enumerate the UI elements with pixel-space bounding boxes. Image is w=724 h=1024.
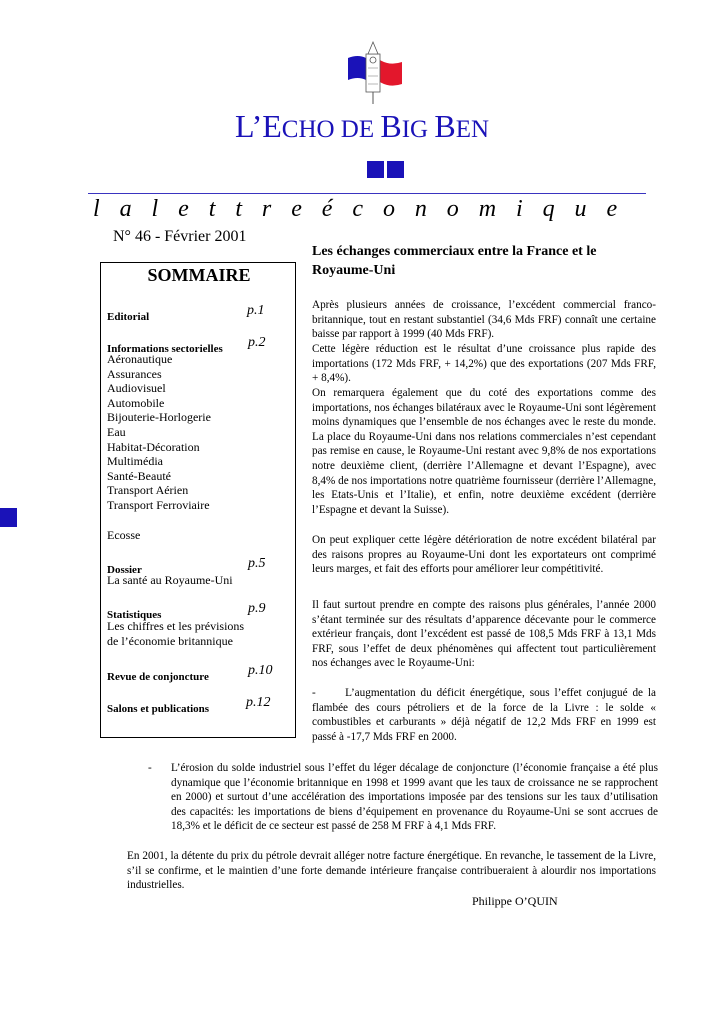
masthead-squares [367,161,407,179]
toc-statistiques-label: Statistiques [107,609,162,621]
masthead-title: L’ECHO DE BIG BEN [234,108,490,144]
toc-editorial-label: Editorial [107,311,150,323]
toc-informations-items [107,352,287,513]
toc-salons-page: p.12 [246,695,271,710]
toc-editorial[interactable] [107,303,287,325]
toc-item: Audiovisuel [107,381,166,396]
toc-item: Assurances [107,366,162,381]
toc-statistiques-page: p.9 [248,601,266,616]
toc-ecosse: Ecosse [107,528,141,542]
article-paragraph: On remarquera également que du coté des exportations comme des importations, nos échanges bilatéraux avec le Royaume-Uni sont légèrement moins dynamiques que l’ensemble de nos échanges avec le reste du monde. La place du Royaume-Uni dans nos relations commerciales n’est cependant pas remise en cause, le Royaume-Uni restant avec 9,8% de nos exportations notre deuxième client, (derrière l’Allemagne et devant l’Espagne), avec 8,4% de nos importations notre quatrième fournisseur (derrière l’Allemagne, les Etats-Unis et l’Italie), et enfin, notre deuxième excédent (derrière l’Espagne et devant la Suisse). [312,387,656,516]
sommaire-title: SOMMAIRE [147,265,251,285]
dash-list [148,761,658,834]
toc-item: Santé-Beauté [107,468,171,483]
toc-dossier-label: Dossier [107,564,142,576]
big-ben-flag-logo-icon [344,40,406,106]
article-paragraph: Il faut surtout prendre en compte des raisons plus générales, l’année 2000 s’étant terminée sur des résultats d’apparence décevante pour le commerce extérieur français, dont l’excédent est passé de 108,5 Mds FRF à 13,1 Mds FRF, sous l’effet de deux phénomènes qui affectent tout particulièrement nos échanges avec le Royaume-Uni: [312,599,656,670]
toc-informations-label: Informations sectorielles [107,343,223,355]
toc-dossier-page: p.5 [248,556,266,571]
issue-number: N° 46 - Février 2001 [113,228,247,245]
toc-editorial-page: p.1 [247,303,265,318]
toc-salons[interactable] [107,695,287,717]
list-dash: - [148,762,152,774]
author-signature: Philippe O’QUIN [472,894,558,908]
toc-item: Habitat-Décoration [107,439,200,454]
toc-revue-label: Revue de conjoncture [107,671,209,683]
toc-stat-line: de l’économie britannique [107,633,233,648]
toc-statistiques-sub [107,619,287,648]
toc-item: Automobile [107,395,165,410]
article-paragraph: En 2001, la détente du prix du pétrole devrait alléger notre facture énergétique. En revanche, le tassement de la Livre, s’il se confirme, et le maintien d’une forte demande intérieure française contribueraient à alourdir nos importations industrielles. [127,850,656,892]
header-rule [88,193,646,194]
article-paragraph: Cette légère réduction est le résultat d’une croissance plus rapide des importations (172 Mds FRF, + 14,2%) que des exportations (207 Mds FRF, + 8,4%). [312,343,656,385]
toc-item: Transport Aérien [107,483,189,498]
toc-salons-label: Salons et publications [107,703,210,715]
toc-item: Eau [107,424,126,439]
article-paragraph: - L’augmentation du déficit énergétique, sous l’effet conjugué de la flambée des cours pétroliers et de la force de la Livre : le solde « combustibles et carburants » déjà négatif de 12,2 Mds FRF en 1999 est passé à -17,7 Mds FRF en 2000. [312,687,659,743]
toc-stat-line: Les chiffres et les prévisions [107,619,245,633]
toc-revue[interactable] [107,663,287,685]
article-paragraph: Après plusieurs années de croissance, l’excédent commercial franco-britannique, tout en restant substantiel (34,6 Mds FRF) connaît une certaine baisse par rapport à 1999 (40 Mds FRF). [312,299,656,341]
toc-informations-page: p.2 [248,335,266,350]
toc-dossier-sub: La santé au Royaume-Uni [107,573,233,587]
article-paragraph: On peut expliquer cette légère détérioration de notre excédent bilatéral par des raisons propres au Royaume-Uni dont les exportateurs ont comprimé leurs marges, et fait des efforts pour améliorer leur compétitivité. [312,534,656,576]
subtitle: l a l e t t r e é c o n o m i q u e [93,196,625,222]
sommaire-box [100,262,296,738]
toc-item: Aéronautique [107,352,173,366]
toc-revue-page: p.10 [248,663,273,678]
side-marker [0,508,17,527]
article-paragraph: L’érosion du solde industriel sous l’effet du léger décalage de conjoncture (l’économie française a été plus dynamique que l’économie britannique en 1998 et 1999 avant que les taux de croissance ne se rapprochent en 2000) et surtout d’une accélération des importations imposée par des tensions sur les taux d’utilisation des capacités: les importations de biens d’équipement en provenance du Royaume-Uni se sont accrues de 18,3% et le déficit de ce secteur est passé de 258 M FRF à 4,1 Mds FRF. [171,762,658,833]
toc-item: Bijouterie-Horlogerie [107,410,211,425]
article-title: Les échanges commerciaux entre la France et le Royaume-Uni [312,244,597,278]
toc-item: Multimédia [107,454,163,469]
toc-item: Transport Ferroviaire [107,497,210,512]
